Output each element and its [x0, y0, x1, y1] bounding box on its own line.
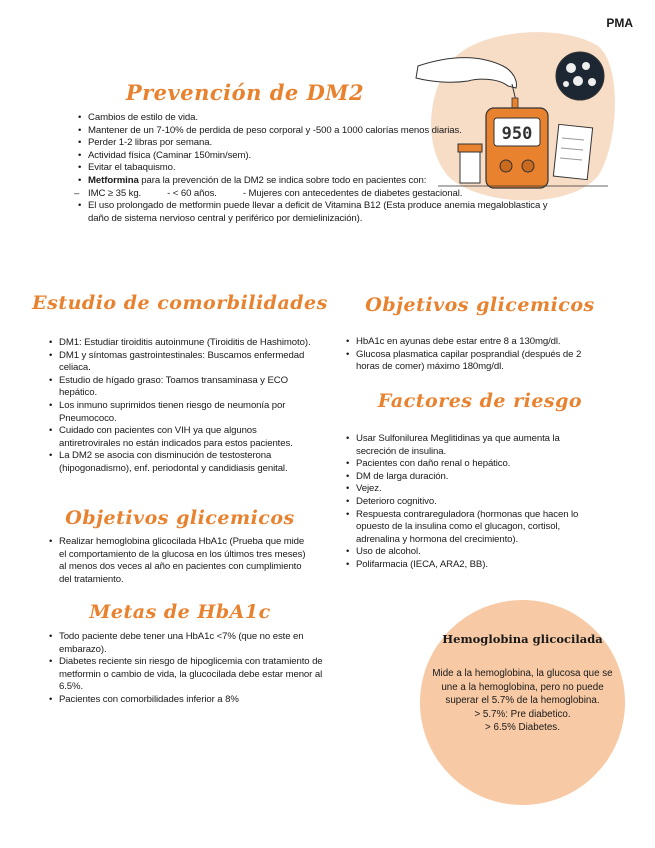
- hemoglobin-diabetes: > 6.5% Diabetes.: [485, 722, 560, 733]
- list-item: • Uso de alcohol.: [345, 546, 590, 559]
- metformina-text: para la prevención de la DM2 se indica sobre todo en pacientes con:: [138, 174, 427, 186]
- glycemic-goals-list-2: [345, 336, 590, 374]
- list-item: • Cambios de estilo de vida.: [77, 112, 567, 125]
- list-item: • Respuesta contrareguladora (hormonas que hacen lo opuesto de la insulina como el glucagon, cortisol, adrenalina y hormona del crecimiento).: [345, 509, 590, 547]
- hemoglobin-callout-title: Hemoglobina glicocilada: [442, 632, 603, 646]
- metformina-label: Metformina: [88, 174, 139, 186]
- list-item: • Deterioro cognitivo.: [345, 496, 590, 509]
- list-item: • Estudio de hígado graso: Toamos transaminasa y ECO hepático.: [48, 375, 313, 400]
- prevention-list: [77, 112, 567, 225]
- list-item: • La DM2 se asocia con disminución de testosterona (hipogonadismo), enf. periodontal y candidiasis genital.: [48, 450, 313, 475]
- list-item: • Evitar el tabaquismo.: [77, 162, 567, 175]
- author-initials: PMA: [606, 16, 633, 30]
- list-item: • DM1 y síntomas gastrointestinales: Buscamos enfermedad celiaca.: [48, 350, 313, 375]
- glycemic-goals-heading-2: Objetivos glicemicos: [365, 294, 595, 316]
- hba1c-targets-heading: Metas de HbA1c: [89, 601, 271, 623]
- list-item: • Cuidado con pacientes con VIH ya que algunos antiretrovirales no están indicados para estos pacientes.: [48, 425, 313, 450]
- comorbidities-heading: Estudio de comorbilidades: [32, 292, 328, 314]
- criterion-gestational: - Mujeres con antecedentes de diabetes gestacional.: [242, 187, 463, 199]
- hemoglobin-prediabetes: > 5.7%: Pre diabetico.: [474, 708, 571, 720]
- list-item: • Polifarmacia (IECA, ARA2, BB).: [345, 559, 590, 572]
- list-item: • Actividad física (Caminar 150min/sem).: [77, 150, 567, 163]
- list-item: [77, 175, 567, 188]
- list-item: • Vejez.: [345, 483, 590, 496]
- list-item: • Todo paciente debe tener una HbA1c <7% (que no este en embarazo).: [48, 631, 323, 656]
- list-item: • DM de larga duración.: [345, 471, 590, 484]
- list-item: • DM1: Estudiar tiroiditis autoinmune (Tiroiditis de Hashimoto).: [48, 337, 313, 350]
- risk-factors-list: [345, 433, 590, 572]
- criteria-item: [77, 188, 567, 201]
- list-item: • Realizar hemoglobina glicocilada HbA1c (Prueba que mide el comportamiento de la glucosa en los últimos tres meses) al menos dos veces al año en pacientes con cumplimiento del tratamiento.: [48, 536, 313, 586]
- hemoglobin-callout-text: [430, 667, 615, 735]
- criterion-age: - < 60 años.: [167, 187, 217, 199]
- criterion-imc: IMC ≥ 35 kg.: [88, 187, 142, 199]
- list-item: • Los inmuno suprimidos tienen riesgo de neumonía por Pneumococo.: [48, 400, 313, 425]
- list-item: • Mantener de un 7-10% de perdida de peso corporal y -500 a 1000 calorías menos diarias.: [77, 125, 567, 138]
- meter-display: 950: [501, 124, 533, 144]
- list-item: • El uso prolongado de metformin puede llevar a deficit de Vitamina B12 (Esta produce anemia megaloblastica y daño de sistema nervioso central y periférico por demielinización).: [77, 200, 567, 225]
- list-item: • Pacientes con daño renal o hepático.: [345, 458, 590, 471]
- risk-factors-heading: Factores de riesgo: [377, 390, 583, 412]
- list-item: • Pacientes con comorbilidades inferior a 8%: [48, 694, 323, 707]
- prevention-heading: Prevención de DM2: [125, 80, 365, 105]
- list-item: • Perder 1-2 libras por semana.: [77, 137, 567, 150]
- comorbidities-list: [48, 337, 313, 476]
- hba1c-targets-list: [48, 631, 323, 707]
- hemoglobin-description: Mide a la hemoglobina, la glucosa que se une a la hemoglobina, pero no puede superar el 5.7% de la hemoglobina.: [432, 668, 613, 706]
- list-item: • Diabetes reciente sin riesgo de hipoglicemia con tratamiento de metformin o cambio de vida, la glucocilada debe estar menor al 6.5%.: [48, 656, 323, 694]
- list-item: • Glucosa plasmatica capilar posprandial (después de 2 horas de comer) máximo 180mg/dl.: [345, 349, 590, 374]
- glycemic-goals-list: [48, 536, 313, 586]
- list-item: • Usar Sulfonilurea Meglitidinas ya que aumenta la secreción de insulina.: [345, 433, 590, 458]
- list-item: • HbA1c en ayunas debe estar entre 8 a 130mg/dl.: [345, 336, 590, 349]
- glycemic-goals-heading: Objetivos glicemicos: [65, 507, 295, 529]
